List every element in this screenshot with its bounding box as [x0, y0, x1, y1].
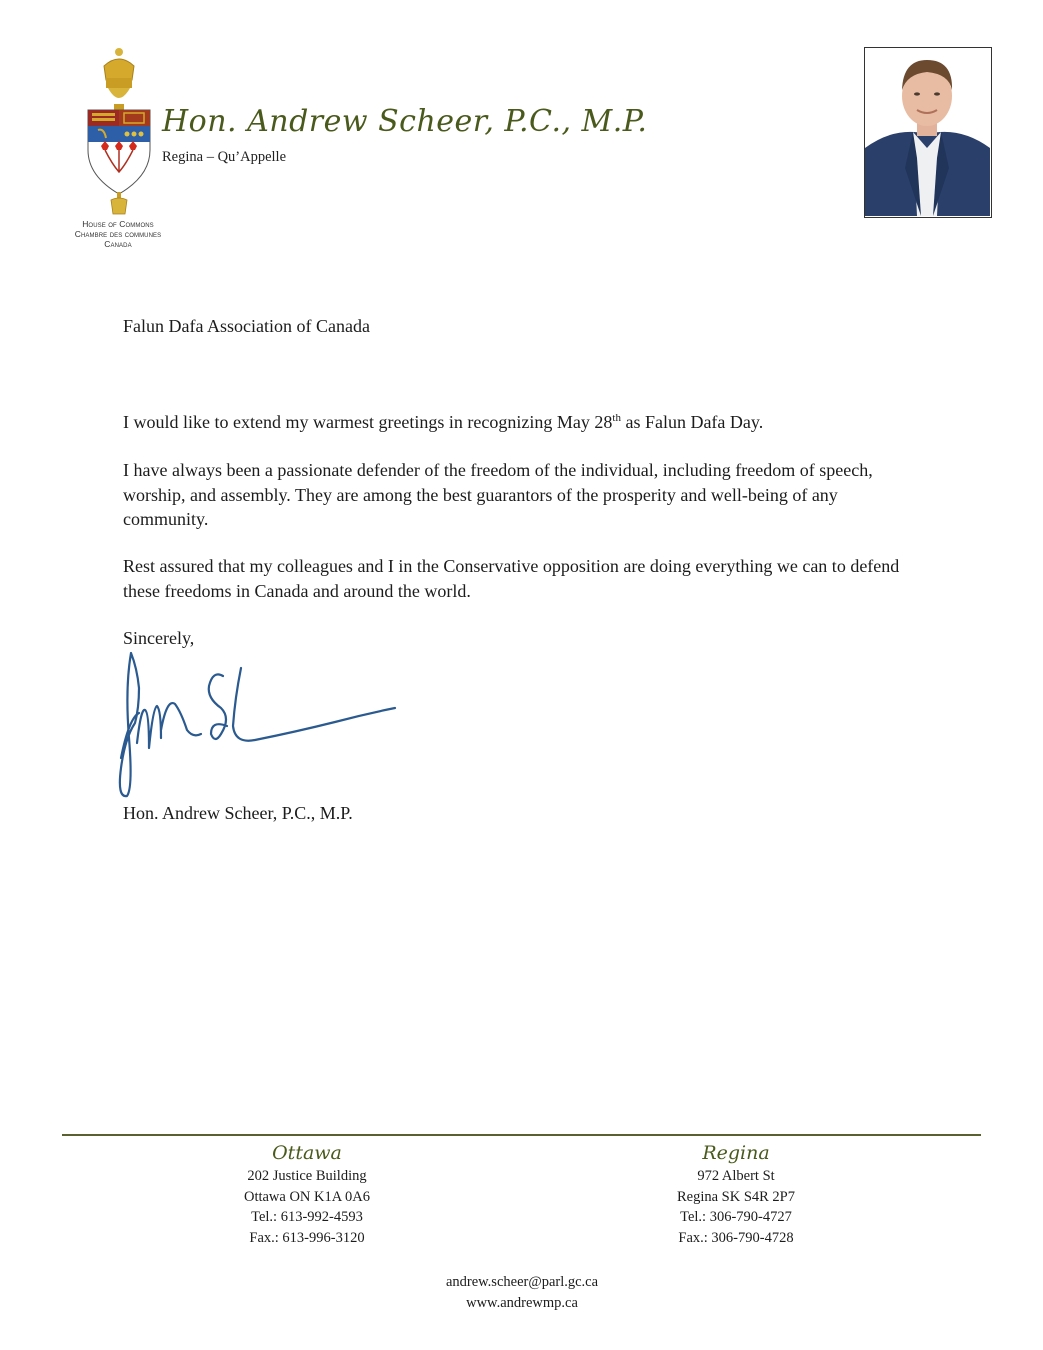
- contact-info: [372, 1272, 672, 1314]
- ordinal-suffix: th: [612, 412, 621, 424]
- house-of-commons-caption: [52, 219, 184, 249]
- signature-icon: [115, 648, 405, 803]
- office-city: Regina: [702, 1142, 770, 1164]
- email-link[interactable]: andrew.scheer@parl.gc.ca: [445, 1274, 599, 1290]
- recipient: Falun Dafa Association of Canada: [123, 316, 370, 336]
- office-city: Ottawa: [272, 1142, 342, 1164]
- closing: Sincerely,: [123, 628, 195, 648]
- office-phone: Tel.: 613-992-4593: [251, 1209, 363, 1225]
- office-fax: Fax.: 613-996-3120: [249, 1229, 365, 1246]
- caption-line-en: House of Commons: [82, 219, 154, 229]
- caption-line-fr: Chambre des communes: [74, 229, 162, 239]
- portrait-photo: [864, 47, 992, 218]
- footer-divider: [62, 1134, 981, 1136]
- office-ottawa: [207, 1140, 407, 1248]
- riding-name: Regina – Qu’Appelle: [162, 149, 287, 165]
- paragraph-greeting: [123, 410, 923, 435]
- paragraph-assurance: Rest assured that my colleagues and I in the Conservative opposition are doing everything we can to defend these freedoms in Canada and around the world.: [123, 556, 900, 601]
- office-phone: Tel.: 306-790-4727: [680, 1209, 792, 1225]
- house-of-commons-crest-icon: [82, 46, 156, 218]
- letterhead-title: Hon. Andrew Scheer, P.C., M.P.: [162, 104, 648, 139]
- caption-line-country: Canada: [104, 239, 132, 249]
- signer-name: Hon. Andrew Scheer, P.C., M.P.: [123, 803, 353, 823]
- office-fax: Fax.: 306-790-4728: [678, 1229, 794, 1246]
- paragraph-greeting-end: as Falun Dafa Day.: [620, 412, 764, 432]
- office-address-line: 972 Albert St: [697, 1168, 775, 1184]
- paragraph-freedom: I have always been a passionate defender of the freedom of the individual, including freedom of speech, worship, and assembly. They are among the best guarantors of the prosperity and well-being of any community.: [123, 460, 873, 529]
- office-address-line: Regina SK S4R 2P7: [676, 1188, 796, 1205]
- paragraph-greeting-text: I would like to extend my warmest greetings in recognizing May 28: [123, 412, 613, 432]
- office-address-line: 202 Justice Building: [247, 1168, 367, 1184]
- office-address-line: Ottawa ON K1A 0A6: [243, 1188, 371, 1205]
- office-regina: [636, 1140, 836, 1248]
- website-link[interactable]: www.andrewmp.ca: [466, 1295, 578, 1311]
